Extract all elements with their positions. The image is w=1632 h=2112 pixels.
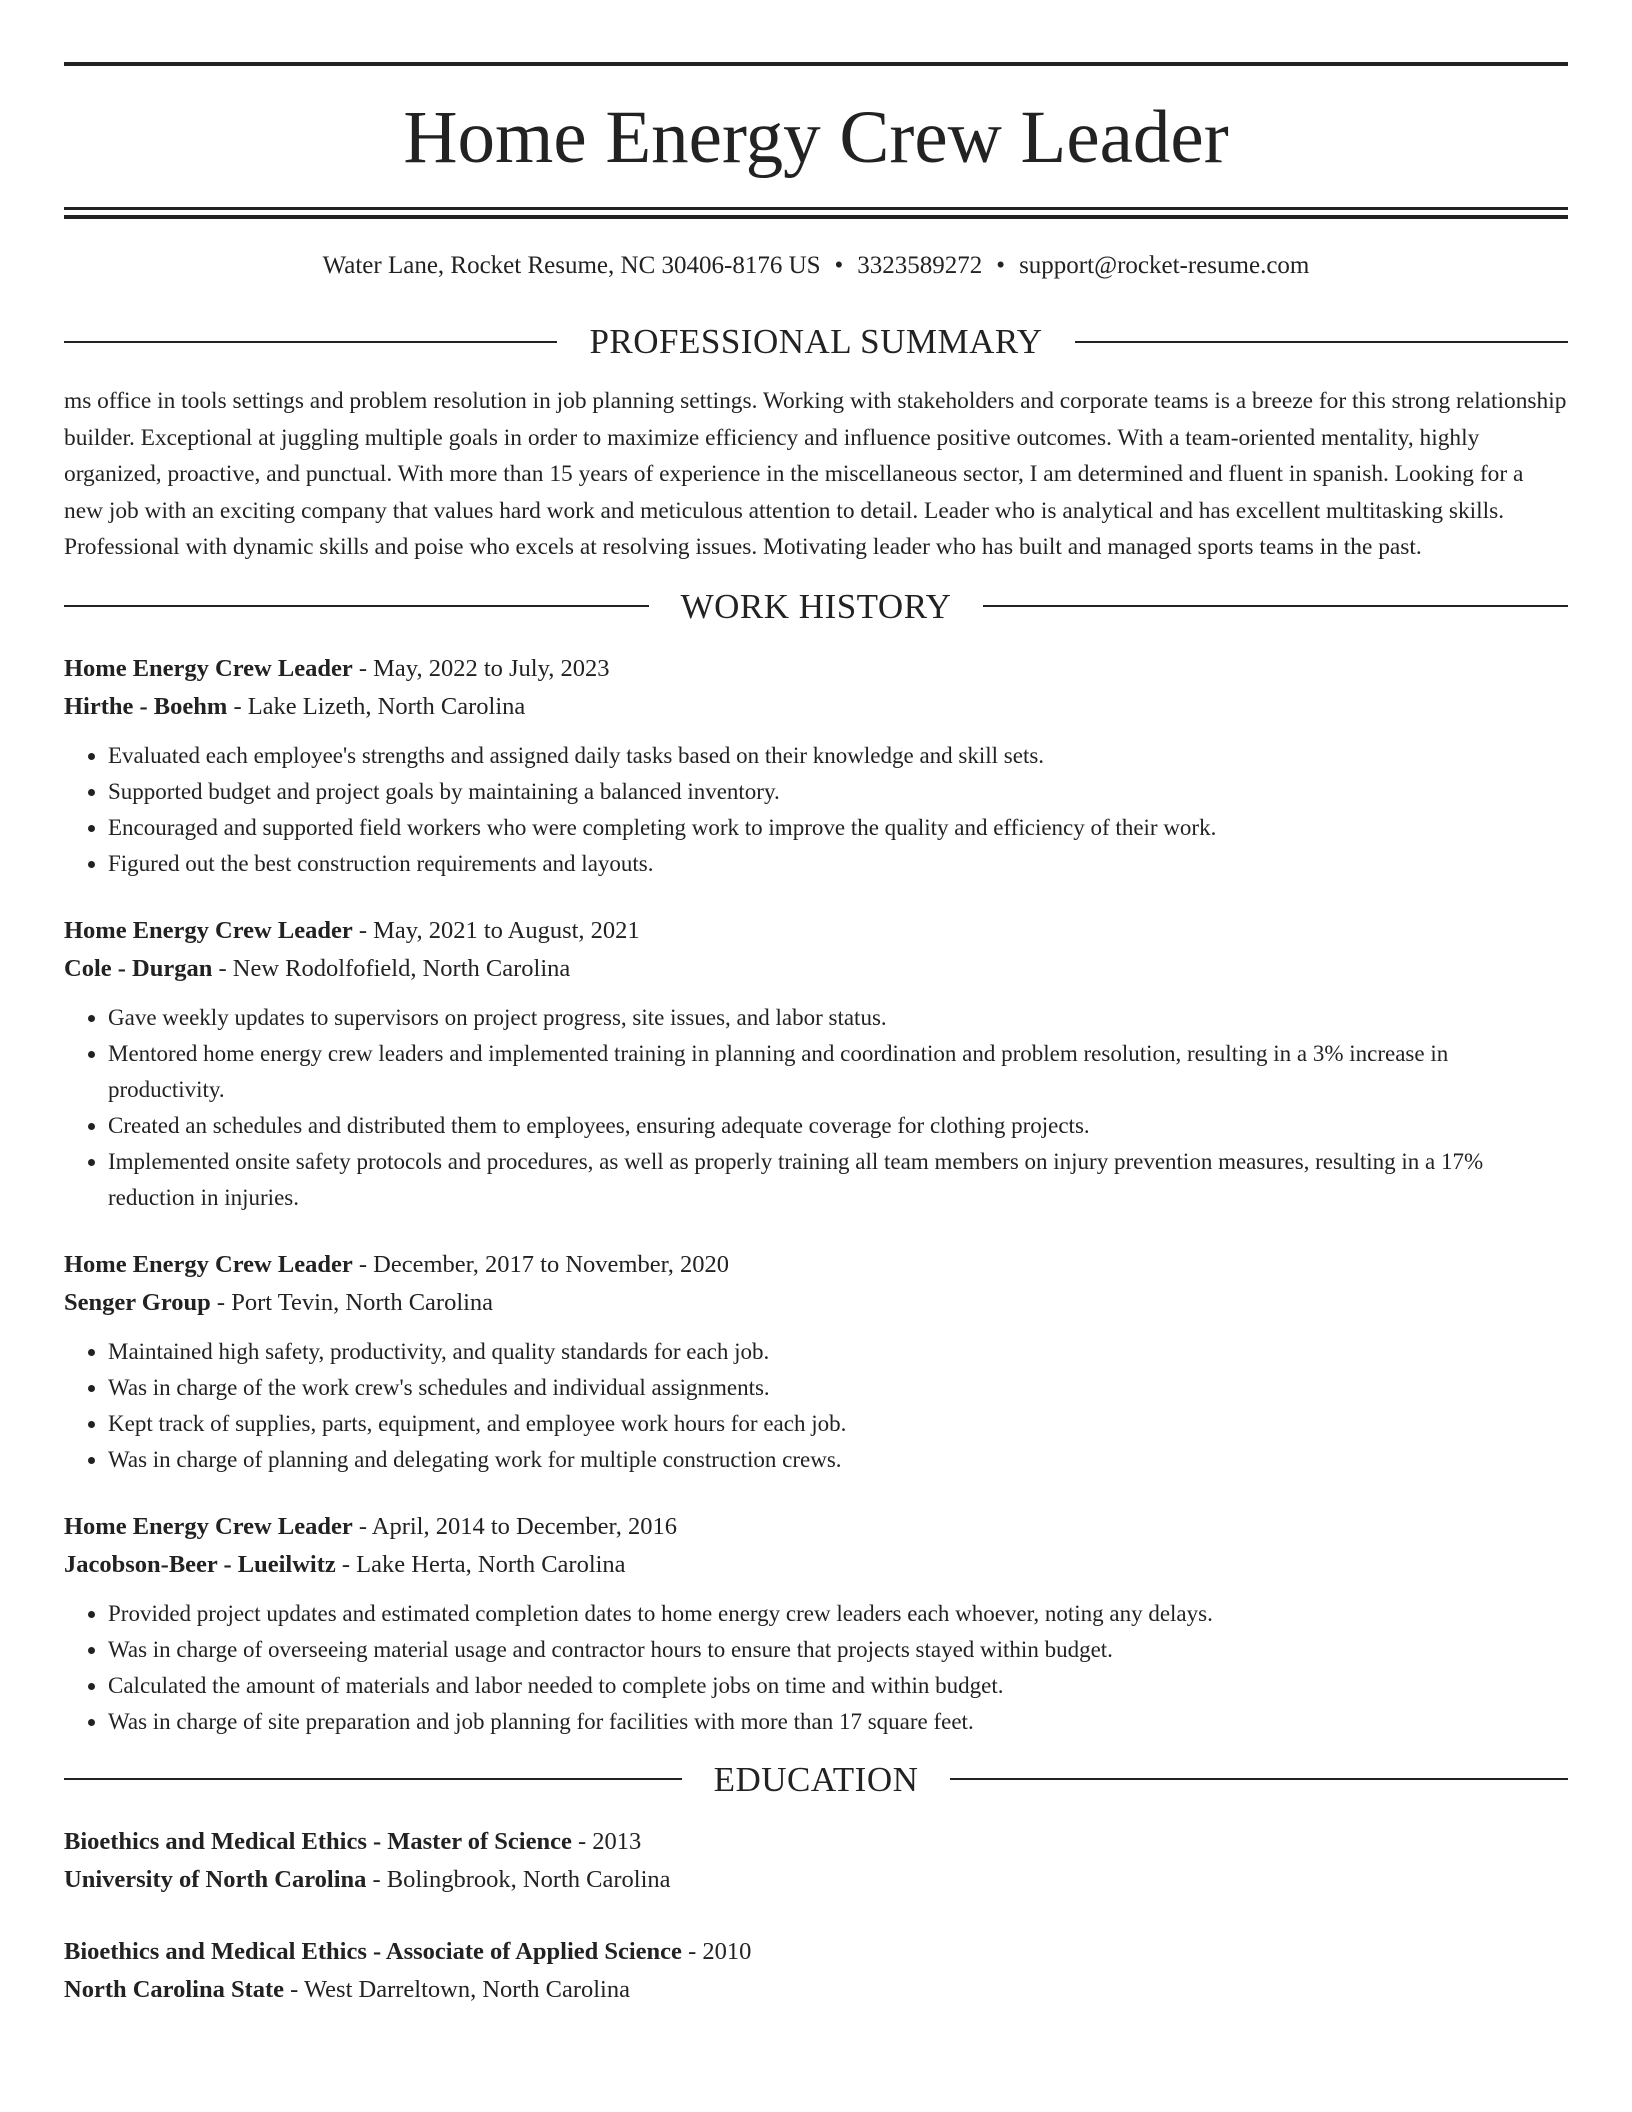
job-title-line [64,1508,1568,1546]
page-title: Home Energy Crew Leader [403,96,1229,179]
education-heading [64,1759,1568,1799]
education-entry [64,1823,1568,1899]
divider [983,605,1568,607]
contact-line [64,253,1568,278]
list-item: • Gave weekly updates to supervisors on project progress, site issues, and labor status. [108,1000,1568,1036]
job-location: - Port Tevin, North Carolina [210,1288,494,1316]
education-location: - West Darreltown, North Carolina [284,1975,630,2003]
list-item: • Evaluated each employee's strengths and assigned daily tasks based on their knowledge and skill sets. [108,738,1568,774]
job-company-line [64,950,1568,988]
contact-address: Water Lane, Rocket Resume, NC 30406-8176 US [322,252,821,279]
job-location: - Lake Herta, North Carolina [335,1550,626,1578]
list-item: • Was in charge of the work crew's schedules and individual assignments. [108,1370,1568,1406]
job-bullets [64,1000,1568,1216]
contact-separator: • [834,252,844,279]
list-item: • Supported budget and project goals by maintaining a balanced inventory. [108,774,1568,810]
job-dates: - December, 2017 to November, 2020 [352,1250,730,1278]
contact-phone: 3323589272 [857,252,983,279]
job-title-line [64,650,1568,688]
job-entry [64,650,1568,882]
summary-heading [64,324,1568,359]
job-title: Home Energy Crew Leader [64,654,353,682]
title-double-rule [64,207,1568,219]
list-item: • Provided project updates and estimated completion dates to home energy crew leaders each whoever, noting any delays. [108,1596,1568,1632]
education-school-line [64,1971,1568,2009]
list-item: • Implemented onsite safety protocols and procedures, as well as properly training all team members on injury prevention measures, resulting in a 17% reduction in injuries. [108,1144,1568,1216]
job-title: Home Energy Crew Leader [64,916,353,944]
education-degree: Bioethics and Medical Ethics - Associate of Applied Science [64,1937,682,1965]
list-item: • Created an schedules and distributed them to employees, ensuring adequate coverage for clothing projects. [108,1108,1568,1144]
work-history-heading-label: WORK HISTORY [680,586,952,626]
job-bullets [64,738,1568,882]
list-item: • Encouraged and supported field workers who were completing work to improve the quality and efficiency of their work. [108,810,1568,846]
job-company: Cole - Durgan [64,954,213,982]
summary-heading-label: PROFESSIONAL SUMMARY [589,322,1043,361]
education-degree-line [64,1933,1568,1971]
job-title: Home Energy Crew Leader [64,1250,353,1278]
divider [1075,341,1568,343]
education-year: - 2010 [681,1937,752,1965]
summary-text: ms office in tools settings and problem resolution in job planning settings. Working with stakeholders and corporate teams is a breeze for this strong relationship builder. Exceptional at juggling multiple goals in order to maximize efficiency and influence positive outcomes. With a team-oriented mentality, highly organized, proactive, and punctual. With more than 15 years of experience in the miscellaneous sector, I am determined and fluent in spanish. Looking for a new job with an exciting company that values hard work and meticulous attention to detail. Leader who is analytical and has excellent multitasking skills. Professional with dynamic skills and poise who excels at resolving issues. Motivating leader who has built and managed sports teams in the past. [64,388,1567,560]
list-item: • Was in charge of overseeing material usage and contractor hours to ensure that projects stayed within budget. [108,1632,1568,1668]
list-item: • Was in charge of planning and delegating work for multiple construction crews. [108,1442,1568,1478]
job-company: Senger Group [64,1288,211,1316]
job-company-line [64,688,1568,726]
list-item: • Kept track of supplies, parts, equipment, and employee work hours for each job. [108,1406,1568,1442]
job-dates: - May, 2021 to August, 2021 [352,916,640,944]
job-entry [64,1508,1568,1740]
job-title-line [64,912,1568,950]
resume-page [64,0,1568,2009]
divider [64,1778,682,1780]
job-title: Home Energy Crew Leader [64,1512,353,1540]
job-company: Hirthe - Boehm [64,692,228,720]
job-bullets [64,1334,1568,1478]
work-history-heading [64,586,1568,626]
education-degree: Bioethics and Medical Ethics - Master of Science [64,1827,572,1855]
education-year: - 2013 [571,1827,642,1855]
education-entry [64,1933,1568,2009]
list-item: • Maintained high safety, productivity, and quality standards for each job. [108,1334,1568,1370]
job-dates: - April, 2014 to December, 2016 [352,1512,677,1540]
education-degree-line [64,1823,1568,1861]
job-company: Jacobson-Beer - Lueilwitz [64,1550,336,1578]
job-entry [64,1246,1568,1478]
job-entry [64,912,1568,1216]
education-school: North Carolina State [64,1975,285,2003]
job-company-line [64,1284,1568,1322]
list-item: • Calculated the amount of materials and labor needed to complete jobs on time and within budget. [108,1668,1568,1704]
contact-email: support@rocket-resume.com [1019,252,1310,279]
education-location: - Bolingbrook, North Carolina [366,1865,671,1893]
contact-separator: • [996,252,1006,279]
job-dates: - May, 2022 to July, 2023 [352,654,610,682]
divider [950,1778,1568,1780]
list-item: • Mentored home energy crew leaders and implemented training in planning and coordination and problem resolution, resulting in a 3% increase in productivity. [108,1036,1568,1108]
education-school: University of North Carolina [64,1865,367,1893]
divider [64,605,649,607]
job-bullets [64,1596,1568,1740]
job-title-line [64,1246,1568,1284]
divider [64,341,557,343]
education-heading-label: EDUCATION [713,1759,919,1799]
list-item: • Was in charge of site preparation and job planning for facilities with more than 17 square feet. [108,1704,1568,1740]
list-item: • Figured out the best construction requirements and layouts. [108,846,1568,882]
job-list [64,650,1568,1740]
job-location: - New Rodolfofield, North Carolina [212,954,571,982]
job-company-line [64,1546,1568,1584]
job-location: - Lake Lizeth, North Carolina [227,692,526,720]
education-school-line [64,1861,1568,1899]
